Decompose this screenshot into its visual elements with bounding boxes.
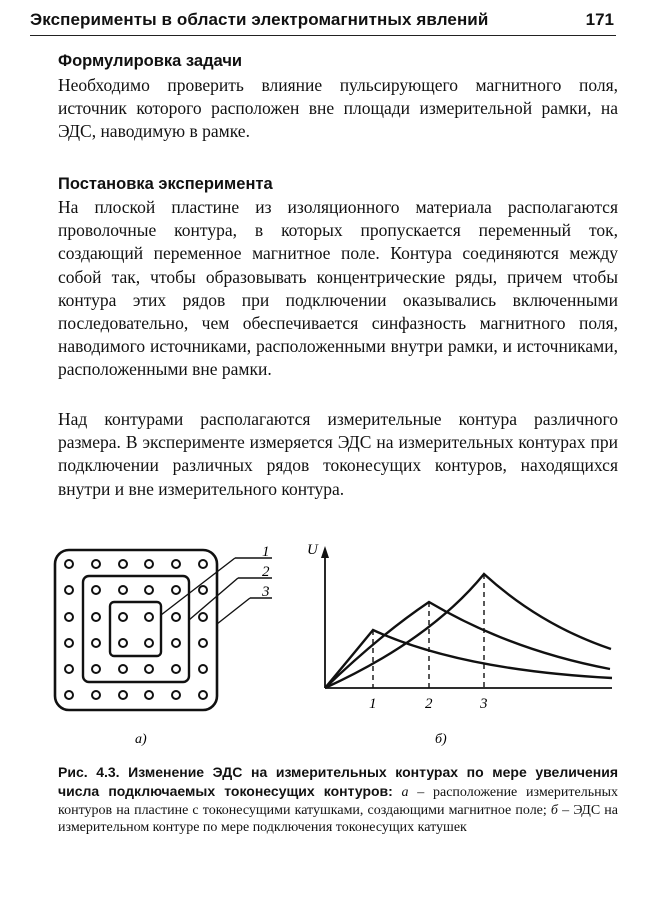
- coil-4-1: [92, 665, 100, 673]
- coil-0-2: [119, 560, 127, 568]
- coil-4-0: [65, 665, 73, 673]
- coil-0-1: [92, 560, 100, 568]
- sublabel-a: а): [135, 732, 147, 747]
- coil-3-5: [199, 639, 207, 647]
- coil-plate-diagram: [55, 544, 272, 747]
- left-label-2: 2: [262, 564, 270, 580]
- caption-lead: Рис. 4.3. Изменение ЭДС на измерительных контурах по мере увеличения числа подключаемых токонесущих контуров:: [58, 764, 618, 799]
- running-header: [30, 6, 616, 36]
- coil-0-4: [172, 560, 180, 568]
- left-label-1: 1: [262, 544, 270, 560]
- coil-0-3: [145, 560, 153, 568]
- coil-3-4: [172, 639, 180, 647]
- coil-1-5: [199, 586, 207, 594]
- coil-3-2: [119, 639, 127, 647]
- coil-5-5: [199, 691, 207, 699]
- coil-1-4: [172, 586, 180, 594]
- figure-caption: [58, 764, 618, 837]
- coil-5-3: [145, 691, 153, 699]
- coil-5-2: [119, 691, 127, 699]
- coil-2-5: [199, 613, 207, 621]
- measuring-loop-1: [110, 602, 161, 656]
- coil-3-3: [145, 639, 153, 647]
- coil-5-0: [65, 691, 73, 699]
- section-heading-task: Формулировка задачи: [58, 52, 243, 70]
- coil-1-1: [92, 586, 100, 594]
- y-axis-arrow-icon: [321, 546, 329, 558]
- y-axis-label: U: [307, 542, 318, 558]
- coil-1-2: [119, 586, 127, 594]
- coil-0-0: [65, 560, 73, 568]
- coil-4-2: [119, 665, 127, 673]
- x-tick-2: 2: [425, 696, 433, 712]
- coil-2-0: [65, 613, 73, 621]
- coil-4-5: [199, 665, 207, 673]
- coil-2-4: [172, 613, 180, 621]
- section-heading-setup: Постановка эксперимента: [58, 175, 273, 193]
- coil-4-3: [145, 665, 153, 673]
- coil-grid: [65, 560, 207, 699]
- coil-0-5: [199, 560, 207, 568]
- left-label-3: 3: [262, 584, 270, 600]
- page-number: 171: [585, 10, 614, 29]
- coil-1-3: [145, 586, 153, 594]
- coil-2-1: [92, 613, 100, 621]
- coil-2-2: [119, 613, 127, 621]
- caption-b-letter: б: [550, 802, 558, 818]
- header-title: Эксперименты в области электромагнитных явлений: [30, 10, 489, 29]
- figure-4-3: [40, 540, 620, 755]
- outer-plate-outline: [55, 550, 217, 710]
- paragraph-task: Необходимо проверить влияние пульсирующего магнитного поля, источник которого расположен вне площади измерительной рамки, на ЭДС, наводимую в рамке.: [58, 75, 618, 142]
- coil-5-4: [172, 691, 180, 699]
- coil-1-0: [65, 586, 73, 594]
- caption-b-text: – ЭДС на измерительном контуре по мере подключения токонесущих катушек: [58, 802, 618, 836]
- caption-a-text: – расположение измерительных контуров на пластине с токонесущими катушками, создающими магнитное поле;: [58, 784, 618, 818]
- curve-3: [325, 574, 611, 688]
- coil-5-1: [92, 691, 100, 699]
- coil-2-3: [145, 613, 153, 621]
- paragraph-setup-2: Над контурами располагаются измерительные контура различного размера. В эксперименте измеряется ЭДС на измерительных контурах при подключении различных рядов токонесущих контуров, находящихся внутри и вне измерительного контура.: [58, 409, 618, 499]
- paragraph-setup-1: На плоской пластине из изоляционного материала располагаются проволочные контура, в которых пропускается переменный ток, создающий переменное магнитное поле. Контура соединяются между собой так, чтобы образовывать концентрические ряды, причем чтобы контура этих рядов при подключении оказывались включенными последовательно, чем обеспечивается синфазность магнитного поля, наводимого источниками, расположенными внутри рамки, и источниками, расположенными вне рамки.: [58, 197, 618, 380]
- emf-graph: [321, 546, 612, 688]
- x-tick-3: 3: [480, 696, 488, 712]
- caption-a-letter: а: [401, 784, 409, 800]
- sublabel-b: б): [435, 732, 447, 747]
- x-tick-1: 1: [369, 696, 377, 712]
- coil-3-0: [65, 639, 73, 647]
- coil-4-4: [172, 665, 180, 673]
- coil-3-1: [92, 639, 100, 647]
